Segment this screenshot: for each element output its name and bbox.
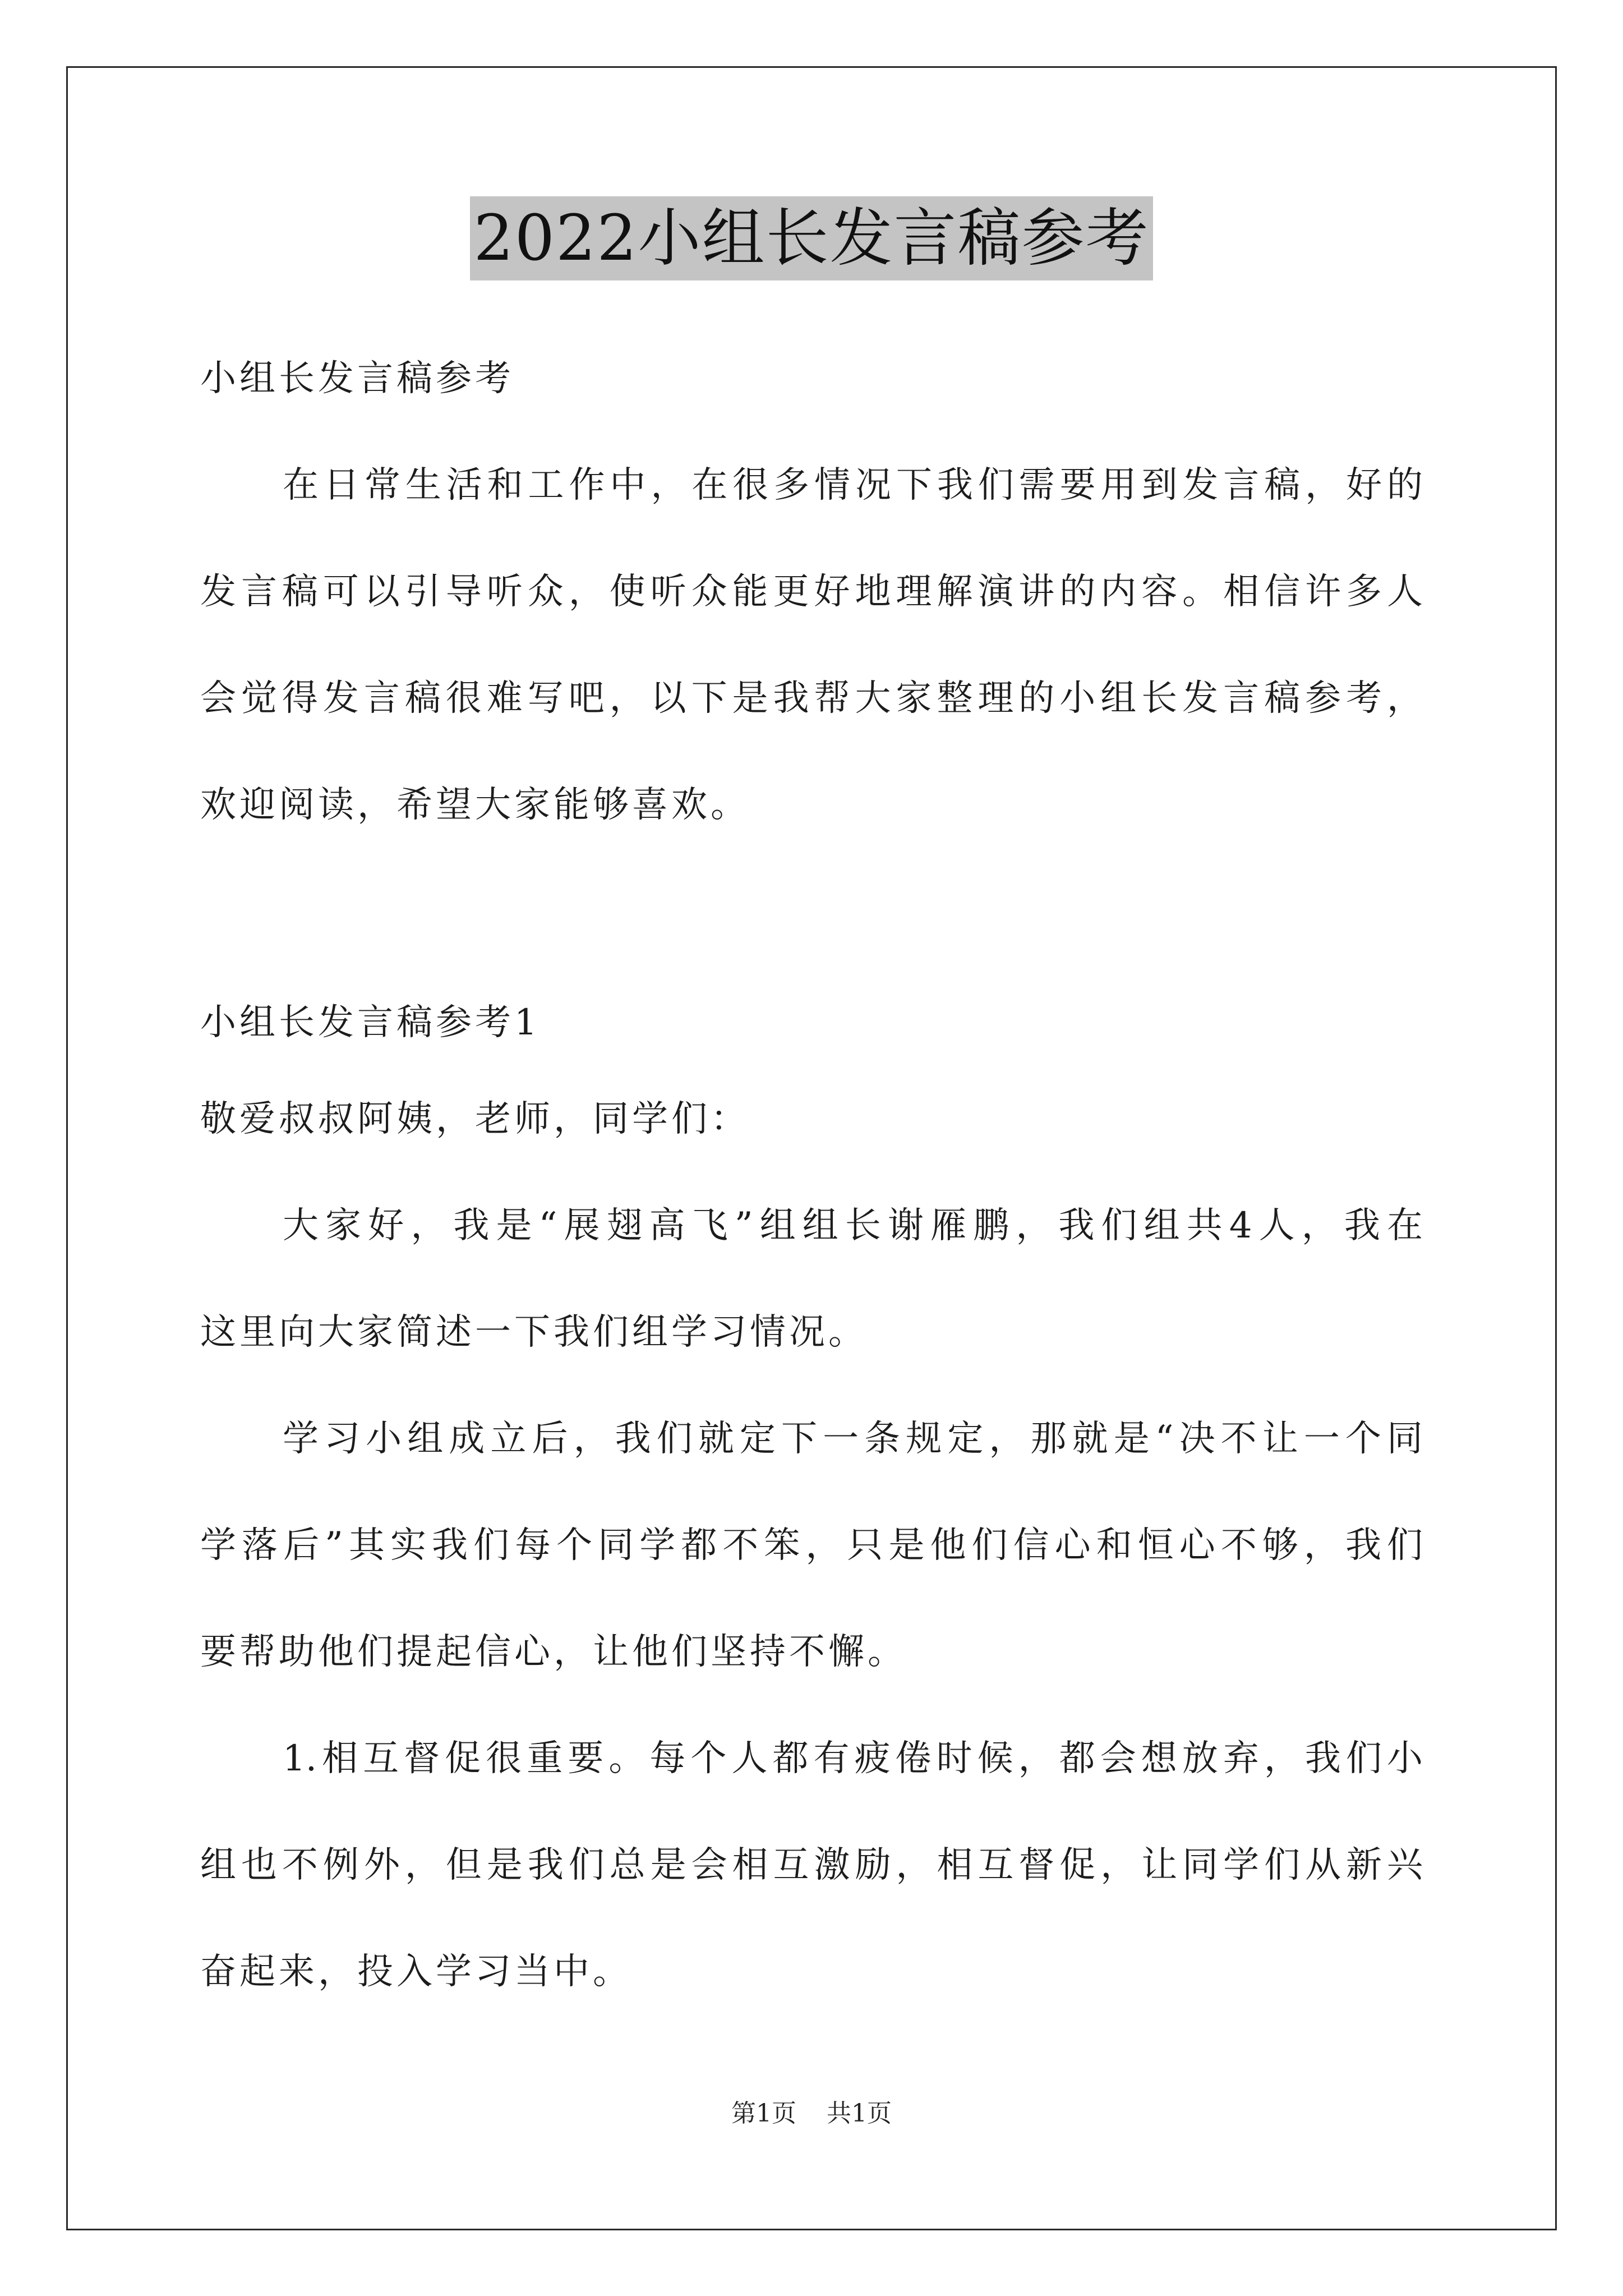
page-footer [0, 2097, 1623, 2131]
paragraph-line: 大家好，我是“展翅高飞”组组长谢雁鹏，我们组共4人，我在 [283, 1205, 1423, 1246]
salutation: 敬爱叔叔阿姨，老师，同学们： [200, 1098, 750, 1140]
section-heading: 小组长发言稿参考1 [200, 1002, 541, 1043]
paragraph-line: 1.相互督促很重要。每个人都有疲倦时候，都会想放弃，我们小 [283, 1738, 1423, 1779]
paragraph-line: 学习小组成立后，我们就定下一条规定，那就是“决不让一个同 [283, 1418, 1423, 1460]
paragraph-line: 奋起来，投入学习当中。 [200, 1951, 632, 1993]
page-number: 第1页 [731, 2099, 797, 2128]
document-title: 2022小组长发言稿参考 [470, 196, 1152, 280]
intro-line: 会觉得发言稿很难写吧，以下是我帮大家整理的小组长发言稿参考， [200, 678, 1423, 719]
page-total: 共1页 [826, 2099, 892, 2128]
title-container [0, 196, 1623, 280]
paragraph-line: 要帮助他们提起信心，让他们坚持不懈。 [200, 1631, 907, 1673]
intro-line: 欢迎阅读，希望大家能够喜欢。 [200, 784, 750, 826]
paragraph-line: 学落后”其实我们每个同学都不笨，只是他们信心和恒心不够，我们 [200, 1525, 1423, 1566]
intro-line: 发言稿可以引导听众，使听众能更好地理解演讲的内容。相信许多人 [200, 571, 1423, 613]
intro-line: 在日常生活和工作中，在很多情况下我们需要用到发言稿，好的 [283, 464, 1423, 506]
paragraph-line: 这里向大家简述一下我们组学习情况。 [200, 1312, 868, 1353]
paragraph-line: 组也不例外，但是我们总是会相互激励，相互督促，让同学们从新兴 [200, 1844, 1423, 1886]
document-subtitle: 小组长发言稿参考 [200, 358, 514, 399]
